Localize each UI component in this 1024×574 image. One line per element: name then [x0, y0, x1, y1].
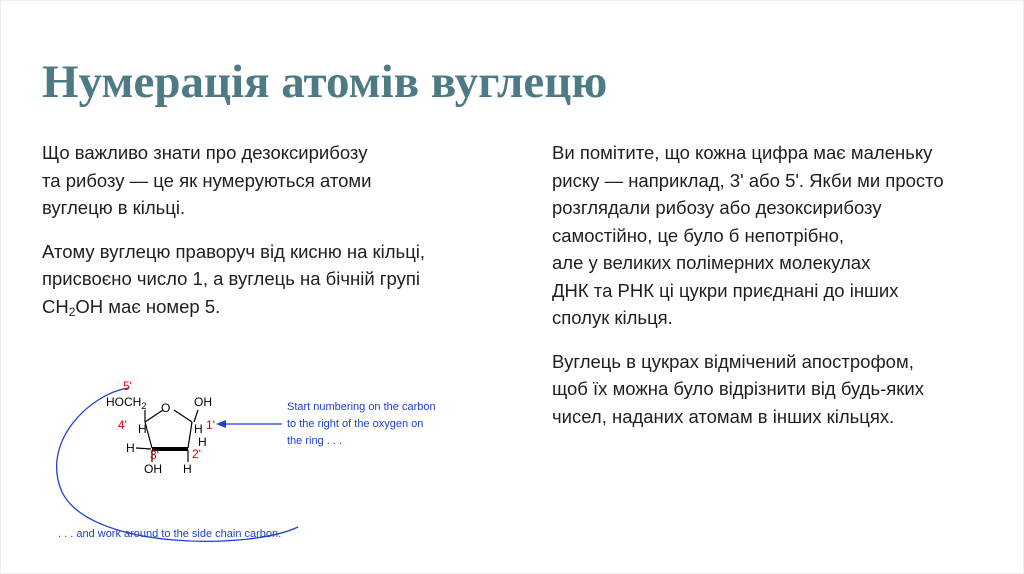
annotation-line-3: the ring . . .: [287, 435, 343, 447]
right-column: [552, 139, 992, 430]
ribose-numbering-figure: [50, 372, 480, 550]
slide-title: Нумерація атомів вуглецю: [42, 56, 608, 108]
text-line: та рибозу — це як нумеруються атоми: [42, 169, 372, 191]
label-h-c1: H: [194, 422, 203, 436]
text-line: чисел, наданих атомам в інших кільцях.: [552, 405, 895, 427]
text-line: але у великих полімерних молекулах: [552, 252, 871, 273]
formula-oh: OH: [75, 295, 104, 317]
left-paragraph-2: [42, 238, 482, 321]
text-line: Що важливо знати про дезоксирибозу: [42, 142, 368, 163]
left-paragraph-1: [42, 139, 482, 222]
bond-c1-c2: [188, 422, 192, 448]
formula-subscript: 2: [68, 304, 76, 319]
text-line: Атому вуглецю праворуч від кисню на кільці,: [42, 240, 426, 262]
right-paragraph-2: [552, 348, 992, 431]
left-column: [42, 139, 482, 320]
text-line-formula: [42, 293, 482, 321]
label-h-c2: H: [198, 435, 207, 449]
text-line: розглядали рибозу або дезоксирибозу: [552, 197, 882, 218]
label-c2: 2': [192, 447, 201, 461]
label-oh-bottom: OH: [144, 462, 162, 476]
label-c1: 1': [206, 418, 215, 432]
label-c3: 3': [150, 448, 159, 462]
formula-ch: CH: [42, 295, 69, 317]
bond-c1-oh: [194, 410, 198, 422]
text-line: щоб їх можна було відрізнити від будь-яких: [552, 378, 924, 399]
text-line: вуглецю в кільці.: [42, 197, 186, 218]
annotation-line-2: to the right of the oxygen on: [287, 418, 424, 430]
label-oh-top: OH: [194, 395, 212, 409]
footer-caption: . . . and work around to the side chain carbon.: [58, 528, 282, 540]
text-line: самостійно, це було б непотрібно,: [552, 224, 845, 246]
bond-o-c1: [174, 410, 192, 422]
ribose-diagram: [50, 372, 480, 550]
label-c5: 5': [123, 379, 132, 393]
label-h-c3: H: [126, 441, 135, 455]
pointer-arrowhead: [216, 420, 226, 428]
text-line: Вуглець в цукрах відмічений апострофом,: [552, 350, 914, 372]
label-h-bottom: H: [183, 462, 192, 476]
label-h-c4: H: [138, 422, 147, 436]
bond-c3-h: [136, 448, 151, 449]
label-hoch2: [106, 395, 146, 411]
right-paragraph-1: [552, 139, 992, 332]
label-c4: 4': [118, 418, 127, 432]
text-tail: має номер 5.: [103, 295, 221, 317]
text-line: присвоєно число 1, а вуглець на бічній групі: [42, 268, 421, 289]
text-line: сполук кільця.: [552, 307, 673, 328]
text-line: риску — наприклад, 3' або 5'. Якби ми просто: [552, 169, 944, 191]
label-hoch: HOCH: [106, 395, 142, 409]
label-hoch-sub: 2: [141, 401, 147, 411]
loop-arc: [57, 388, 298, 541]
text-line: ДНК та РНК ці цукри приєднані до інших: [552, 279, 899, 301]
annotation-line-1: Start numbering on the carbon: [287, 401, 436, 413]
label-ring-oxygen: O: [161, 401, 171, 415]
text-line: Ви помітите, що кожна цифра має маленьку: [552, 142, 933, 163]
